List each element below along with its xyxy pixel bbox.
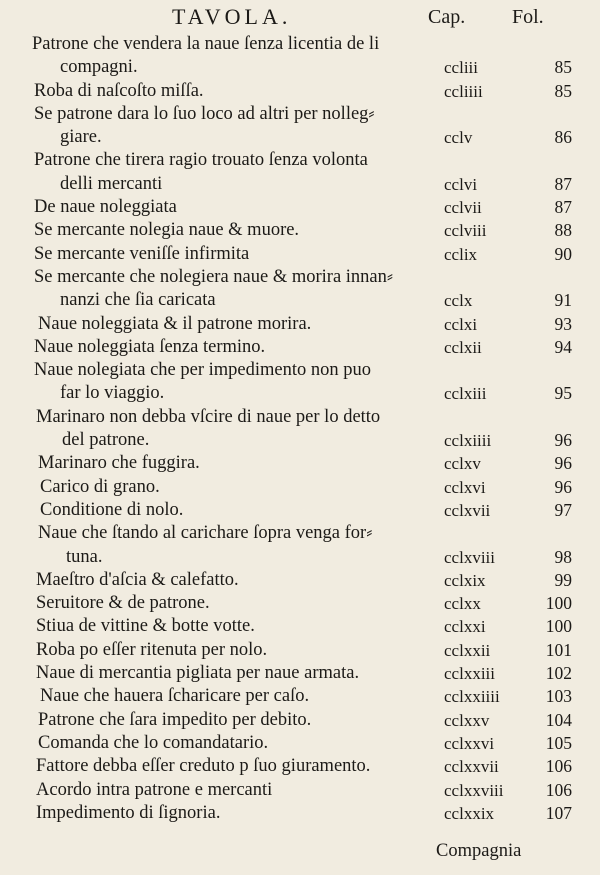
entry-chapter: cclxxviii (444, 780, 504, 800)
header-fol: Fol. (512, 6, 544, 28)
table-row (0, 639, 600, 662)
entry-title: Naue noleggiata & il patrone morira. (38, 313, 312, 334)
table-row (0, 173, 600, 196)
entry-title: compagni. (60, 57, 138, 78)
entry-folio: 96 (554, 430, 572, 451)
entry-chapter: cclxvii (444, 500, 491, 520)
catchword: Compagnia (436, 841, 522, 861)
entry-chapter: cclxxix (444, 803, 495, 823)
entry-title: Marinaro che fuggira. (38, 453, 200, 474)
entry-folio: 100 (545, 593, 572, 614)
entry-folio: 97 (554, 499, 572, 520)
entry-title: delli mercanti (60, 173, 163, 194)
table-row (0, 499, 600, 522)
entry-title: Patrone che ſara impedito per debito. (38, 709, 312, 730)
entry-chapter: ccliii (444, 58, 478, 78)
entry-folio: 93 (554, 313, 572, 334)
entry-folio: 87 (554, 197, 572, 218)
entry-title: Acordo intra patrone e mercanti (36, 779, 273, 800)
entry-title: Patrone che tirera ragio trouato ſenza volonta (34, 150, 368, 171)
table-row (0, 126, 600, 149)
entry-folio: 99 (554, 569, 572, 590)
table-row (0, 336, 600, 359)
entry-chapter: cclxxv (444, 710, 490, 730)
entry-title: Se mercante che nolegiera naue & morira innan⸗ (34, 266, 394, 287)
entry-title: giare. (60, 127, 102, 148)
entry-title: far lo viaggio. (60, 383, 165, 404)
entry-chapter: cclxix (444, 570, 486, 590)
index-table (0, 33, 600, 825)
entry-title: Marinaro non debba vſcire di naue per lo detto (36, 406, 381, 427)
entry-title: Comanda che lo comandatario. (38, 732, 269, 753)
table-row (0, 382, 600, 405)
table-row (0, 452, 600, 475)
entry-folio: 85 (554, 57, 572, 78)
page-header (0, 4, 600, 34)
entry-chapter: cclxx (444, 594, 481, 614)
table-row (0, 289, 600, 312)
table-row (0, 709, 600, 732)
entry-chapter: cclx (444, 291, 473, 311)
entry-title: Conditione di nolo. (40, 499, 184, 520)
table-row (0, 522, 600, 545)
entry-title: Impedimento di ſignoria. (36, 802, 221, 823)
entry-title: nanzi che ſia caricata (60, 290, 216, 311)
entry-chapter: cclv (444, 128, 473, 148)
entry-title: Se mercante nolegia naue & muore. (34, 220, 300, 241)
entry-folio: 90 (554, 243, 572, 264)
entry-title: Naue che ſtando al carichare ſopra venga for⸗ (38, 523, 373, 544)
table-row (0, 429, 600, 452)
entry-folio: 106 (545, 779, 572, 800)
entry-folio: 86 (554, 127, 572, 148)
entry-title: Patrone che vendera la naue ſenza licentia de li (32, 34, 380, 54)
entry-chapter: cclxii (444, 337, 482, 357)
table-row (0, 219, 600, 242)
table-row (0, 732, 600, 755)
entry-folio: 98 (554, 546, 572, 567)
entry-title: Naue che hauera ſcharicare per caſo. (40, 686, 310, 707)
entry-chapter: ccliiii (444, 81, 483, 101)
entry-chapter: cclvii (444, 198, 482, 218)
entry-chapter: cclxxvii (444, 757, 499, 777)
entry-folio: 105 (545, 732, 572, 753)
table-row (0, 755, 600, 778)
table-row (0, 802, 600, 825)
entry-title: Naue di mercantia pigliata per naue armata. (36, 663, 360, 684)
entry-title: Se patrone dara lo ſuo loco ad altri per nolleg⸗ (34, 103, 375, 124)
table-row (0, 359, 600, 382)
entry-chapter: cclxxvi (444, 733, 495, 753)
entry-title: De naue noleggiata (34, 197, 177, 218)
entry-chapter: cclvi (444, 174, 478, 194)
table-row (0, 103, 600, 126)
table-row (0, 685, 600, 708)
table-row (0, 80, 600, 103)
table-row (0, 243, 600, 266)
table-row (0, 615, 600, 638)
entry-chapter: cclviii (444, 221, 487, 241)
entry-title: Se mercante veniſſe infirmita (34, 243, 250, 264)
entry-folio: 91 (554, 290, 572, 311)
entry-chapter: cclxv (444, 454, 481, 474)
entry-folio: 100 (545, 616, 572, 637)
entry-folio: 102 (545, 663, 572, 684)
entry-title: Naue nolegiata che per impedimento non puo (34, 360, 372, 381)
entry-folio: 104 (545, 709, 572, 730)
entry-folio: 94 (554, 336, 572, 357)
table-row (0, 779, 600, 802)
entry-chapter: cclxxiii (444, 664, 495, 684)
entry-chapter: cclxi (444, 314, 478, 334)
entry-folio: 101 (545, 639, 572, 660)
table-row (0, 149, 600, 172)
entry-chapter: cclxxi (444, 617, 486, 637)
entry-title: Seruitore & de patrone. (36, 593, 210, 614)
entry-folio: 88 (554, 220, 572, 241)
table-row (0, 662, 600, 685)
entry-folio: 95 (554, 383, 572, 404)
header-title: TAVOLA. (172, 4, 292, 29)
entry-title: Stiua de vittine & botte votte. (36, 616, 255, 637)
entry-chapter: cclxiiii (444, 431, 492, 451)
entry-title: tuna. (66, 546, 103, 567)
entry-title: Fattore debba eſſer creduto p ſuo giuramento. (36, 756, 371, 777)
entry-title: Roba di naſcoſto miſſa. (34, 80, 204, 101)
table-row (0, 266, 600, 289)
entry-title: Naue noleggiata ſenza termino. (34, 336, 266, 357)
entry-folio: 87 (554, 173, 572, 194)
entry-chapter: cclxvi (444, 477, 486, 497)
entry-chapter: cclxxii (444, 640, 491, 660)
table-row (0, 476, 600, 499)
entry-title: Roba po eſſer ritenuta per nolo. (36, 639, 268, 660)
table-row (0, 406, 600, 429)
table-row (0, 33, 600, 56)
entry-folio: 85 (554, 80, 572, 101)
entry-folio: 107 (545, 802, 572, 823)
entry-folio: 96 (554, 476, 572, 497)
table-row (0, 546, 600, 569)
entry-folio: 96 (554, 453, 572, 474)
header-cap: Cap. (428, 6, 466, 28)
entry-title: Carico di grano. (40, 476, 160, 497)
entry-chapter: cclxviii (444, 547, 495, 567)
entry-chapter: cclix (444, 244, 478, 264)
entry-folio: 103 (545, 686, 572, 707)
table-row (0, 313, 600, 336)
entry-folio: 106 (545, 756, 572, 777)
entry-title: del patrone. (62, 430, 150, 451)
table-row (0, 592, 600, 615)
entry-chapter: cclxiii (444, 384, 487, 404)
table-row (0, 569, 600, 592)
table-row (0, 196, 600, 219)
table-row (0, 56, 600, 79)
entry-chapter: cclxxiiii (444, 687, 500, 707)
entry-title: Maeſtro d'aſcia & calefatto. (36, 569, 239, 590)
